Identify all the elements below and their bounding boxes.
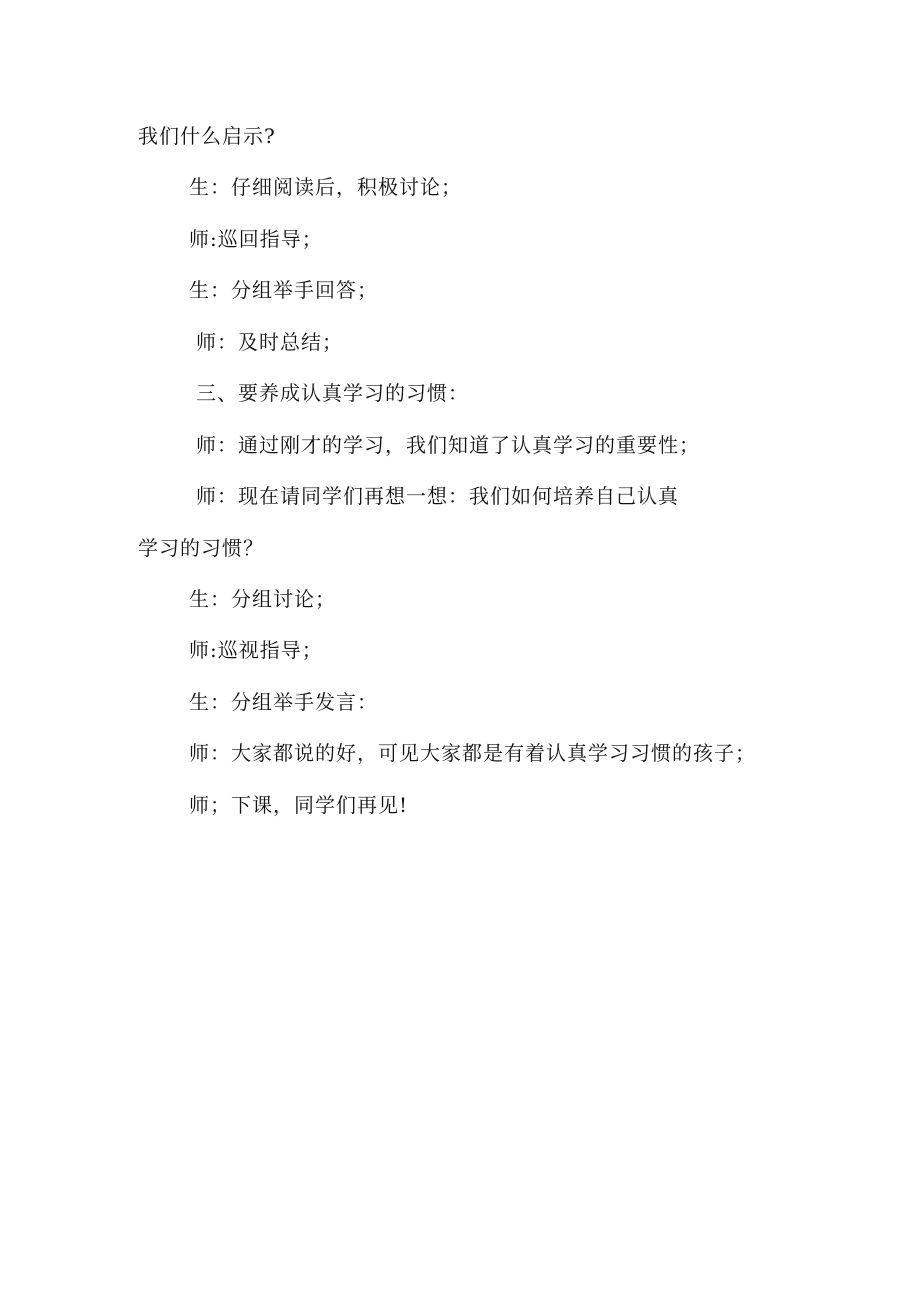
text-line-3: 师:巡回指导； bbox=[189, 227, 323, 251]
text-line-5: 师：及时总结； bbox=[196, 330, 343, 354]
text-line-12: 生：分组举手发言： bbox=[189, 690, 378, 714]
text-line-11: 师:巡视指导； bbox=[189, 638, 323, 662]
text-line-10: 生：分组讨论； bbox=[189, 587, 336, 611]
text-line-13: 师：大家都说的好，可见大家都是有着认真学习习惯的孩子； bbox=[189, 741, 756, 765]
section-heading: 三、要养成认真学习的习惯： bbox=[196, 381, 469, 405]
text-line-14: 师；下课，同学们再见! bbox=[189, 793, 409, 817]
text-line-1: 我们什么启示? bbox=[138, 124, 276, 148]
text-line-9: 学习的习惯？ bbox=[138, 536, 264, 560]
text-line-7: 师：通过刚才的学习，我们知道了认真学习的重要性； bbox=[196, 433, 700, 457]
text-line-2: 生：仔细阅读后，积极讨论； bbox=[189, 175, 462, 199]
text-line-4: 生：分组举手回答； bbox=[189, 278, 378, 302]
text-line-8: 师：现在请同学们再想一想：我们如何培养自己认真 bbox=[196, 484, 679, 508]
